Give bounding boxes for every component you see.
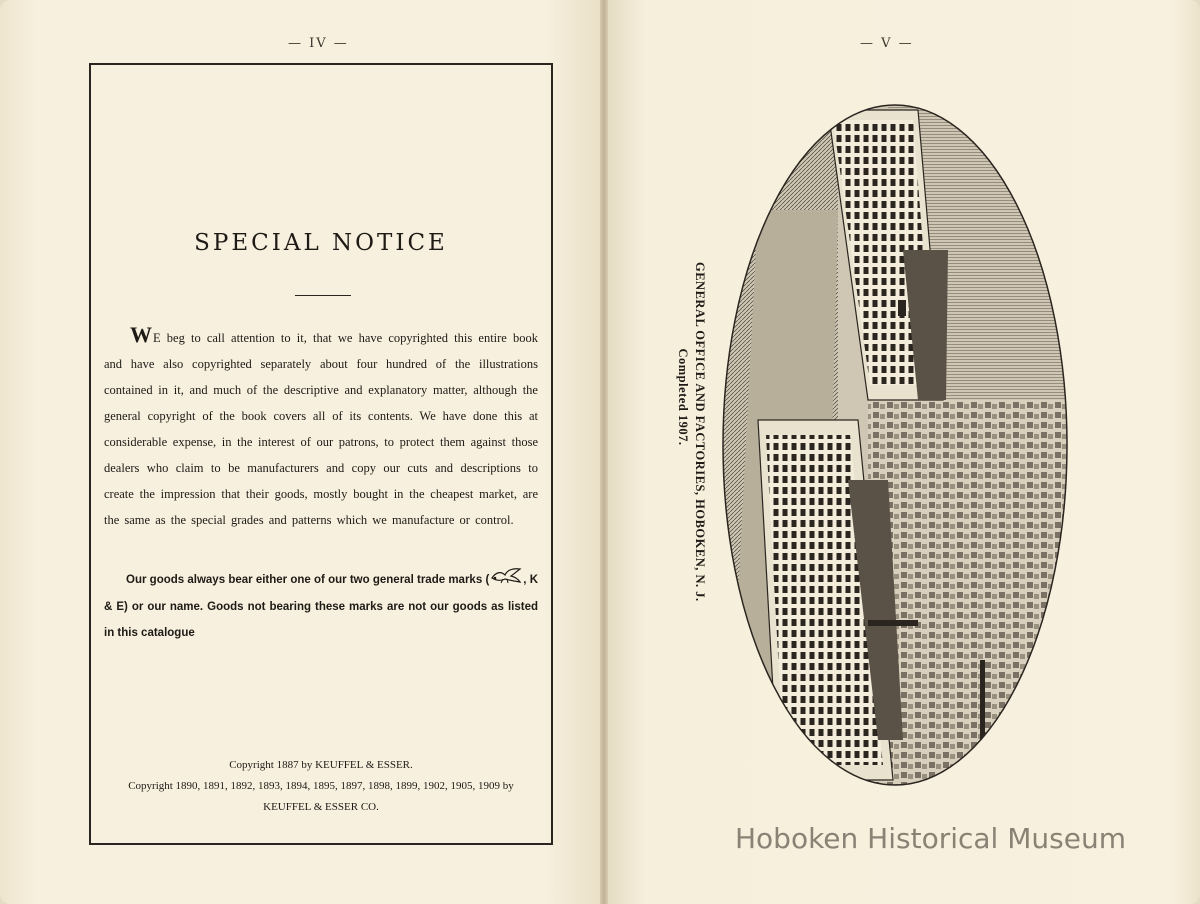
- page-number-right: — V —: [860, 36, 914, 51]
- copyright-block: [91, 755, 551, 818]
- notice-frame: [89, 63, 553, 845]
- trade-marks-text-before: Our goods always bear either one of our two general trade marks (: [126, 574, 490, 587]
- notice-title: SPECIAL NOTICE: [194, 230, 448, 256]
- copyright-line-3: KEUFFEL & ESSER CO.: [263, 801, 379, 813]
- trade-marks-text-after: , K & E): [104, 574, 539, 613]
- engraving-caption: [676, 262, 708, 602]
- caption-line-2: Completed 1907.: [676, 348, 690, 446]
- factory-engraving: [718, 100, 1072, 790]
- page-number-left: — IV —: [288, 36, 349, 51]
- griffin-trademark-icon: [489, 566, 523, 594]
- drop-cap: W: [130, 322, 153, 347]
- copyright-line-1: Copyright 1887 by KEUFFEL & ESSER.: [229, 759, 413, 771]
- title-rule: [295, 295, 351, 296]
- book-gutter: [600, 0, 608, 904]
- notice-body-text: E beg to call attention to it, that we have copyrighted this entire book and have also copyrighted separately about four hundred of the illustrations contained in it, and much of the descriptive and explanatory matter, although the general copyright of the book covers all of its contents. We have done this at considerable expense, in the interest of our patrons, to protect them against those dealers who claim to be manufacturers and copy our cuts and descriptions to create the impression that their goods, mostly bought in the cheapest market, are the same as the special grades and patterns which we manufacture or control.: [104, 331, 538, 527]
- notice-body: [104, 322, 538, 533]
- trade-marks-paragraph: [104, 566, 538, 646]
- museum-watermark: Hoboken Historical Museum: [735, 822, 1126, 855]
- caption-line-1: GENERAL OFFICE AND FACTORIES, HOBOKEN, N. J.: [693, 262, 707, 602]
- copyright-line-2: Copyright 1890, 1891, 1892, 1893, 1894, 1895, 1897, 1898, 1899, 1902, 1905, 1909 by: [128, 780, 514, 792]
- trade-marks-text-rest: or our name. Goods not bearing these marks are not our goods as listed in this catalogue: [104, 601, 538, 639]
